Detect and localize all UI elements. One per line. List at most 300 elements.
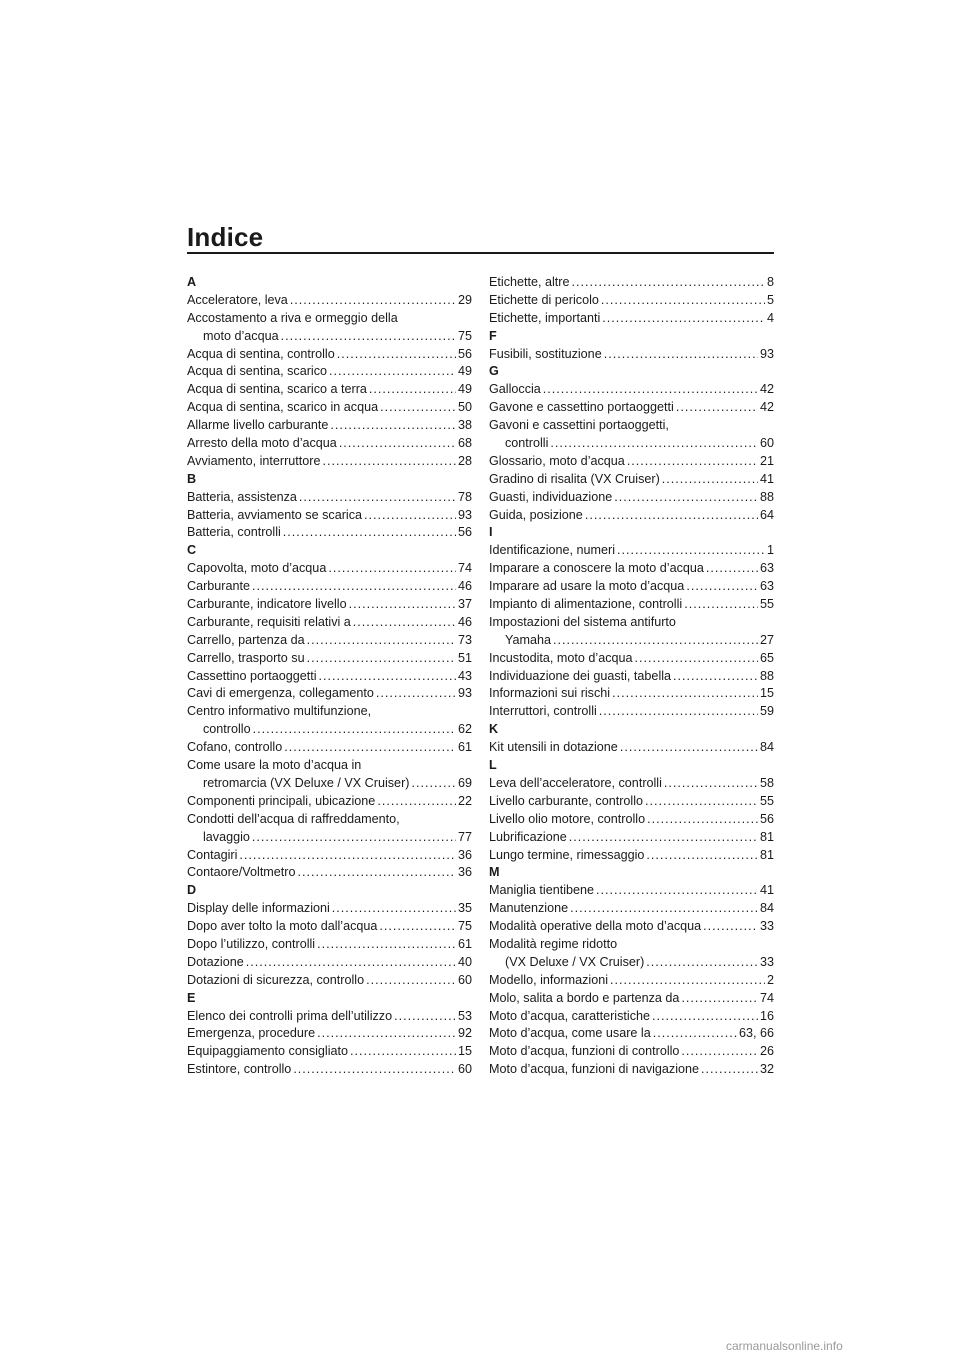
dot-leader	[645, 793, 758, 811]
index-entry-text: Galloccia	[489, 382, 541, 397]
dot-leader	[380, 399, 456, 417]
index-entry	[489, 632, 774, 650]
index-entry-page: 81	[759, 847, 774, 862]
index-entry	[187, 793, 472, 811]
index-entry	[187, 596, 472, 614]
index-entry	[489, 435, 774, 453]
index-entry-text: Manutenzione	[489, 901, 569, 916]
index-entry	[489, 703, 774, 721]
index-entry	[489, 596, 774, 614]
index-entry-page: 49	[457, 382, 472, 397]
index-entry-text: Gradino di risalita (VX Cruiser)	[489, 471, 660, 486]
dot-leader	[653, 1025, 737, 1043]
dot-leader	[319, 668, 456, 686]
index-entry-text: Impostazioni del sistema antifurto	[489, 614, 676, 629]
index-letter-heading: M	[489, 865, 500, 880]
index-entry-page: 69	[457, 775, 472, 790]
dot-leader	[411, 775, 456, 793]
index-entry-text: Dotazioni di sicurezza, controllo	[187, 972, 365, 987]
index-entry-text: Modello, informazioni	[489, 972, 608, 987]
index-entry-page: 74	[457, 561, 472, 576]
index-letter-heading: F	[489, 328, 497, 343]
index-entry	[187, 524, 472, 542]
index-entry-page: 75	[457, 919, 472, 934]
index-entry-text: Acqua di sentina, controllo	[187, 346, 335, 361]
index-entry-page: 37	[457, 597, 472, 612]
dot-leader	[349, 596, 456, 614]
dot-leader	[252, 829, 456, 847]
index-entry	[187, 721, 472, 739]
index-entry	[489, 829, 774, 847]
dot-leader	[339, 435, 456, 453]
index-entry	[489, 954, 774, 972]
index-entry	[187, 328, 472, 346]
index-entry	[187, 507, 472, 525]
dot-leader	[394, 1008, 456, 1026]
dot-leader	[307, 632, 456, 650]
dot-leader	[350, 1043, 456, 1061]
dot-leader	[353, 614, 456, 632]
index-entry	[489, 918, 774, 936]
index-entry-page: 42	[759, 382, 774, 397]
index-entry-text: Centro informativo multifunzione,	[187, 704, 372, 719]
index-entry-text: Emergenza, procedure	[187, 1026, 316, 1041]
dot-leader	[627, 453, 758, 471]
index-entry	[489, 1008, 774, 1026]
index-entry-page: 62	[457, 722, 472, 737]
index-entry-page: 56	[457, 346, 472, 361]
index-entry	[489, 775, 774, 793]
index-letter-heading: G	[489, 364, 499, 379]
index-entry	[187, 381, 472, 399]
index-letter-heading: K	[489, 722, 499, 737]
index-entry-page: 1	[766, 543, 774, 558]
index-entry-page: 46	[457, 614, 472, 629]
index-entry-text: Imparare ad usare la moto d’acqua	[489, 579, 685, 594]
index-entry-text: Gavoni e cassettini portaoggetti,	[489, 418, 669, 433]
index-entry-page: 56	[759, 811, 774, 826]
index-entry-page: 33	[759, 919, 774, 934]
dot-leader	[293, 1061, 456, 1079]
index-entry-text: Acqua di sentina, scarico in acqua	[187, 400, 379, 415]
index-entry-text: Componenti principali, ubicazione	[187, 793, 376, 808]
dot-leader	[701, 1061, 758, 1079]
index-entry-text: Allarme livello carburante	[187, 418, 329, 433]
dot-leader	[602, 310, 765, 328]
dot-leader	[379, 918, 456, 936]
index-entry-text: Lungo termine, rimessaggio	[489, 847, 645, 862]
index-entry	[489, 1025, 774, 1043]
index-entry	[187, 1025, 472, 1043]
index-entry-page: 43	[457, 668, 472, 683]
index-entry-text: Etichette, altre	[489, 275, 570, 289]
index-entry-page: 60	[457, 972, 472, 987]
index-entry-page: 58	[759, 775, 774, 790]
dot-leader	[572, 274, 765, 292]
dot-leader	[317, 936, 456, 954]
index-entry	[187, 453, 472, 471]
index-entry	[489, 972, 774, 990]
dot-leader	[328, 560, 456, 578]
dot-leader	[570, 900, 758, 918]
index-entry	[187, 578, 472, 596]
index-entry-text: Batteria, avviamento se scarica	[187, 507, 362, 522]
index-entry-text: Moto d’acqua, funzioni di controllo	[489, 1044, 680, 1059]
dot-leader	[596, 882, 758, 900]
index-entry	[187, 1043, 472, 1061]
index-entry-text: Equipaggiamento consigliato	[187, 1044, 349, 1059]
dot-leader	[617, 542, 765, 560]
dot-leader	[676, 399, 758, 417]
dot-leader	[662, 471, 758, 489]
dot-leader	[610, 972, 765, 990]
index-entry	[489, 399, 774, 417]
index-entry	[187, 632, 472, 650]
index-entry-text: Yamaha	[505, 632, 551, 647]
index-entry-page: 41	[759, 883, 774, 898]
index-entry-page: 5	[766, 292, 774, 307]
dot-leader	[283, 524, 456, 542]
index-entry-page: 68	[457, 436, 472, 451]
index-entry-page: 35	[457, 901, 472, 916]
index-entry-page: 93	[457, 686, 472, 701]
index-entry-page: 92	[457, 1026, 472, 1041]
index-entry	[187, 650, 472, 668]
index-entry-page: 93	[759, 346, 774, 361]
index-entry-text: Contagiri	[187, 847, 238, 862]
index-entry	[489, 542, 774, 560]
dot-leader	[329, 363, 456, 381]
index-entry-page: 64	[759, 507, 774, 522]
index-entry-text: Batteria, controlli	[187, 525, 281, 540]
index-entry	[489, 668, 774, 686]
index-column-left	[187, 274, 472, 1079]
index-entry-text: retromarcia (VX Deluxe / VX Cruiser)	[203, 775, 410, 790]
dot-leader	[569, 829, 758, 847]
dot-leader	[330, 417, 456, 435]
index-entry-text: Individuazione dei guasti, tabella	[489, 668, 672, 683]
index-entry-page: 51	[457, 650, 472, 665]
index-entry-text: moto d’acqua	[203, 328, 279, 343]
index-entry-page: 15	[457, 1044, 472, 1059]
index-entry-page: 42	[759, 400, 774, 415]
dot-leader	[601, 292, 765, 310]
index-entry	[187, 829, 472, 847]
index-entry-text: Come usare la moto d’acqua in	[187, 758, 362, 773]
dot-leader	[364, 507, 456, 525]
index-entry-page: 81	[759, 829, 774, 844]
dot-leader	[703, 918, 758, 936]
index-entry	[489, 381, 774, 399]
index-entry-text: Lubrificazione	[489, 829, 567, 844]
index-entry-page: 40	[457, 954, 472, 969]
index-entry-page: 63, 66	[738, 1026, 774, 1041]
index-entry-text: Estintore, controllo	[187, 1062, 292, 1077]
dot-leader	[684, 596, 758, 614]
index-entry-page: 75	[457, 328, 472, 343]
index-entry-page: 84	[759, 740, 774, 755]
index-entry-text: Cassettino portaoggetti	[187, 668, 317, 683]
dot-leader	[585, 507, 758, 525]
index-entry	[187, 864, 472, 882]
index-entry-page: 60	[759, 436, 774, 451]
dot-leader	[646, 954, 758, 972]
index-entry	[489, 1061, 774, 1079]
index-entry	[489, 292, 774, 310]
index-entry-text: Guida, posizione	[489, 507, 583, 522]
index-letter-heading: L	[489, 758, 497, 773]
index-entry-text: Contaore/Voltmetro	[187, 865, 296, 880]
index-entry-page: 63	[759, 579, 774, 594]
dot-leader	[246, 954, 456, 972]
index-entry-text: Acceleratore, leva	[187, 292, 288, 307]
dot-leader	[550, 435, 758, 453]
dot-leader	[290, 292, 456, 310]
index-entry-text: Dotazione	[187, 954, 244, 969]
dot-leader	[337, 346, 456, 364]
index-entry-text: Carburante	[187, 579, 251, 594]
dot-leader	[612, 685, 758, 703]
dot-leader	[604, 346, 758, 364]
index-entry-text: Display delle informazioni	[187, 901, 330, 916]
index-entry-text: Acqua di sentina, scarico a terra	[187, 382, 367, 397]
index-entry-text: Leva dell’acceleratore, controlli	[489, 775, 662, 790]
index-entry-text: Informazioni sui rischi	[489, 686, 611, 701]
dot-leader	[681, 990, 758, 1008]
index-entry-text: Condotti dell’acqua di raffreddamento,	[187, 811, 400, 826]
index-entry-page: 28	[457, 453, 472, 468]
dot-leader	[652, 1008, 758, 1026]
index-entry-page: 41	[759, 471, 774, 486]
index-entry-text: Dopo aver tolto la moto dall’acqua	[187, 919, 378, 934]
index-entry	[489, 811, 774, 829]
index-entry-text: Avviamento, interruttore	[187, 453, 321, 468]
index-letter-heading: C	[187, 543, 197, 558]
index-entry-page: 61	[457, 740, 472, 755]
dot-leader	[253, 721, 456, 739]
index-entry	[187, 954, 472, 972]
index-entry-text: Capovolta, moto d’acqua	[187, 561, 327, 576]
dot-leader	[281, 328, 456, 346]
dot-leader	[332, 900, 456, 918]
index-entry-text: Elenco dei controlli prima dell’utilizzo	[187, 1008, 393, 1023]
index-entry	[489, 650, 774, 668]
index-entry-page: 2	[766, 972, 774, 987]
index-entry	[187, 972, 472, 990]
dot-leader	[317, 1025, 456, 1043]
index-entry	[187, 560, 472, 578]
index-entry-text: Kit utensili in dotazione	[489, 740, 618, 755]
dot-leader	[307, 650, 456, 668]
index-entry-page: 29	[457, 292, 472, 307]
index-entry	[489, 990, 774, 1008]
index-entry-text: Glossario, moto d’acqua	[489, 453, 625, 468]
index-entry	[187, 775, 472, 793]
index-entry-text: Guasti, individuazione	[489, 489, 613, 504]
index-entry-page: 32	[759, 1062, 774, 1077]
dot-leader	[673, 668, 758, 686]
index-entry	[489, 1043, 774, 1061]
dot-leader	[614, 489, 758, 507]
dot-leader	[664, 775, 758, 793]
index-entry	[187, 363, 472, 381]
index-entry-page: 60	[457, 1062, 472, 1077]
index-entry-page: 55	[759, 793, 774, 808]
dot-leader	[681, 1043, 758, 1061]
index-entry-text: Moto d’acqua, come usare la	[489, 1026, 651, 1041]
index-entry-page: 65	[759, 650, 774, 665]
index-entry-page: 36	[457, 865, 472, 880]
index-entry-text: Gavone e cassettino portaoggetti	[489, 400, 674, 415]
index-letter-heading: E	[187, 990, 196, 1005]
index-column-right	[489, 274, 774, 1079]
index-entry-page: 8	[766, 275, 774, 289]
index-entry-text: Cofano, controllo	[187, 740, 283, 755]
index-entry	[489, 847, 774, 865]
index-entry-page: 46	[457, 579, 472, 594]
dot-leader	[706, 560, 758, 578]
index-entry	[187, 1008, 472, 1026]
index-entry	[489, 453, 774, 471]
index-entry-page: 93	[457, 507, 472, 522]
index-entry-page: 26	[759, 1044, 774, 1059]
index-entry-page: 22	[457, 793, 472, 808]
index-entry-page: 4	[766, 310, 774, 325]
dot-leader	[239, 847, 456, 865]
index-entry-text: Livello olio motore, controllo	[489, 811, 646, 826]
dot-leader	[686, 578, 758, 596]
index-letter-heading: I	[489, 525, 493, 540]
index-entry-text: Carrello, trasporto su	[187, 650, 305, 665]
dot-leader	[252, 578, 456, 596]
index-entry-page: 84	[759, 901, 774, 916]
index-entry	[187, 900, 472, 918]
index-entry-page: 63	[759, 561, 774, 576]
dot-leader	[376, 685, 456, 703]
index-entry-text: Incustodita, moto d’acqua	[489, 650, 633, 665]
index-entry	[489, 274, 774, 292]
index-entry-page: 49	[457, 364, 472, 379]
title-underline	[187, 252, 774, 254]
index-entry-text: Maniglia tientibene	[489, 883, 595, 898]
index-entry	[489, 560, 774, 578]
watermark-footer: carmanualsonline.info	[726, 1339, 843, 1353]
index-entry-text: Batteria, assistenza	[187, 489, 297, 504]
dot-leader	[599, 703, 758, 721]
index-entry-text: controllo	[203, 722, 251, 737]
index-entry-page: 55	[759, 597, 774, 612]
dot-leader	[369, 381, 456, 399]
index-entry-text: Etichette, importanti	[489, 310, 601, 325]
dot-leader	[377, 793, 456, 811]
index-entry-text: Modalità operative della moto d’acqua	[489, 919, 702, 934]
index-entry-text: Modalità regime ridotto	[489, 936, 618, 951]
dot-leader	[322, 453, 456, 471]
dot-leader	[635, 650, 758, 668]
index-entry	[187, 918, 472, 936]
index-entry-page: 38	[457, 418, 472, 433]
index-entry-text: Imparare a conoscere la moto d’acqua	[489, 561, 704, 576]
index-letter-heading: D	[187, 883, 197, 898]
index-entry-text: Carrello, partenza da	[187, 632, 305, 647]
page-title: Indice	[187, 222, 264, 252]
index-entry-page: 15	[759, 686, 774, 701]
index-entry	[489, 739, 774, 757]
index-entry-page: 16	[759, 1008, 774, 1023]
index-entry-page: 74	[759, 990, 774, 1005]
index-entry-text: Carburante, indicatore livello	[187, 597, 347, 612]
index-entry-text: Arresto della moto d’acqua	[187, 436, 337, 451]
index-entry	[187, 685, 472, 703]
dot-leader	[299, 489, 456, 507]
index-entry-page: 27	[759, 632, 774, 647]
index-entry-page: 61	[457, 936, 472, 951]
index-entry	[187, 417, 472, 435]
index-entry	[489, 489, 774, 507]
index-entry-page: 59	[759, 704, 774, 719]
index-entry-text: Accostamento a riva e ormeggio della	[187, 310, 398, 325]
index-entry-text: Impianto di alimentazione, controlli	[489, 597, 683, 612]
index-entry	[489, 578, 774, 596]
index-entry	[187, 847, 472, 865]
index-entry-text: Moto d’acqua, caratteristiche	[489, 1008, 651, 1023]
index-entry-page: 56	[457, 525, 472, 540]
index-entry-text: lavaggio	[203, 829, 250, 844]
index-entry	[489, 471, 774, 489]
index-entry-text: Dopo l’utilizzo, controlli	[187, 936, 316, 951]
index-entry	[187, 435, 472, 453]
index-entry-page: 36	[457, 847, 472, 862]
dot-leader	[366, 972, 456, 990]
index-entry	[187, 1061, 472, 1079]
index-entry-text: Etichette di pericolo	[489, 292, 599, 307]
dot-leader	[298, 864, 456, 882]
index-entry-text: Molo, salita a bordo e partenza da	[489, 990, 680, 1005]
index-entry	[187, 346, 472, 364]
index-entry-text: Carburante, requisiti relativi a	[187, 614, 351, 629]
index-entry-page: 78	[457, 489, 472, 504]
index-entry	[489, 685, 774, 703]
index-letter-heading: B	[187, 471, 197, 486]
index-entry-page: 33	[759, 954, 774, 969]
index-entry-page: 88	[759, 489, 774, 504]
index-entry-text: Cavi di emergenza, collegamento	[187, 686, 374, 701]
index-entry-page: 73	[457, 632, 472, 647]
dot-leader	[543, 381, 758, 399]
index-entry	[187, 936, 472, 954]
index-entry-text: Identificazione, numeri	[489, 543, 616, 558]
index-entry	[489, 900, 774, 918]
index-entry	[489, 793, 774, 811]
dot-leader	[620, 739, 758, 757]
index-entry	[187, 292, 472, 310]
index-entry-text: Interruttori, controlli	[489, 704, 597, 719]
index-entry	[489, 507, 774, 525]
dot-leader	[284, 739, 456, 757]
index-entry-text: controlli	[505, 436, 549, 451]
index-entry	[489, 346, 774, 364]
dot-leader	[553, 632, 758, 650]
dot-leader	[647, 811, 758, 829]
index-entry	[187, 668, 472, 686]
index-entry-text: Acqua di sentina, scarico	[187, 364, 328, 379]
index-entry-text: Moto d’acqua, funzioni di navigazione	[489, 1062, 700, 1077]
index-entry-page: 50	[457, 400, 472, 415]
index-entry	[187, 489, 472, 507]
index-entry-page: 53	[457, 1008, 472, 1023]
index-entry	[187, 614, 472, 632]
index-entry	[187, 399, 472, 417]
